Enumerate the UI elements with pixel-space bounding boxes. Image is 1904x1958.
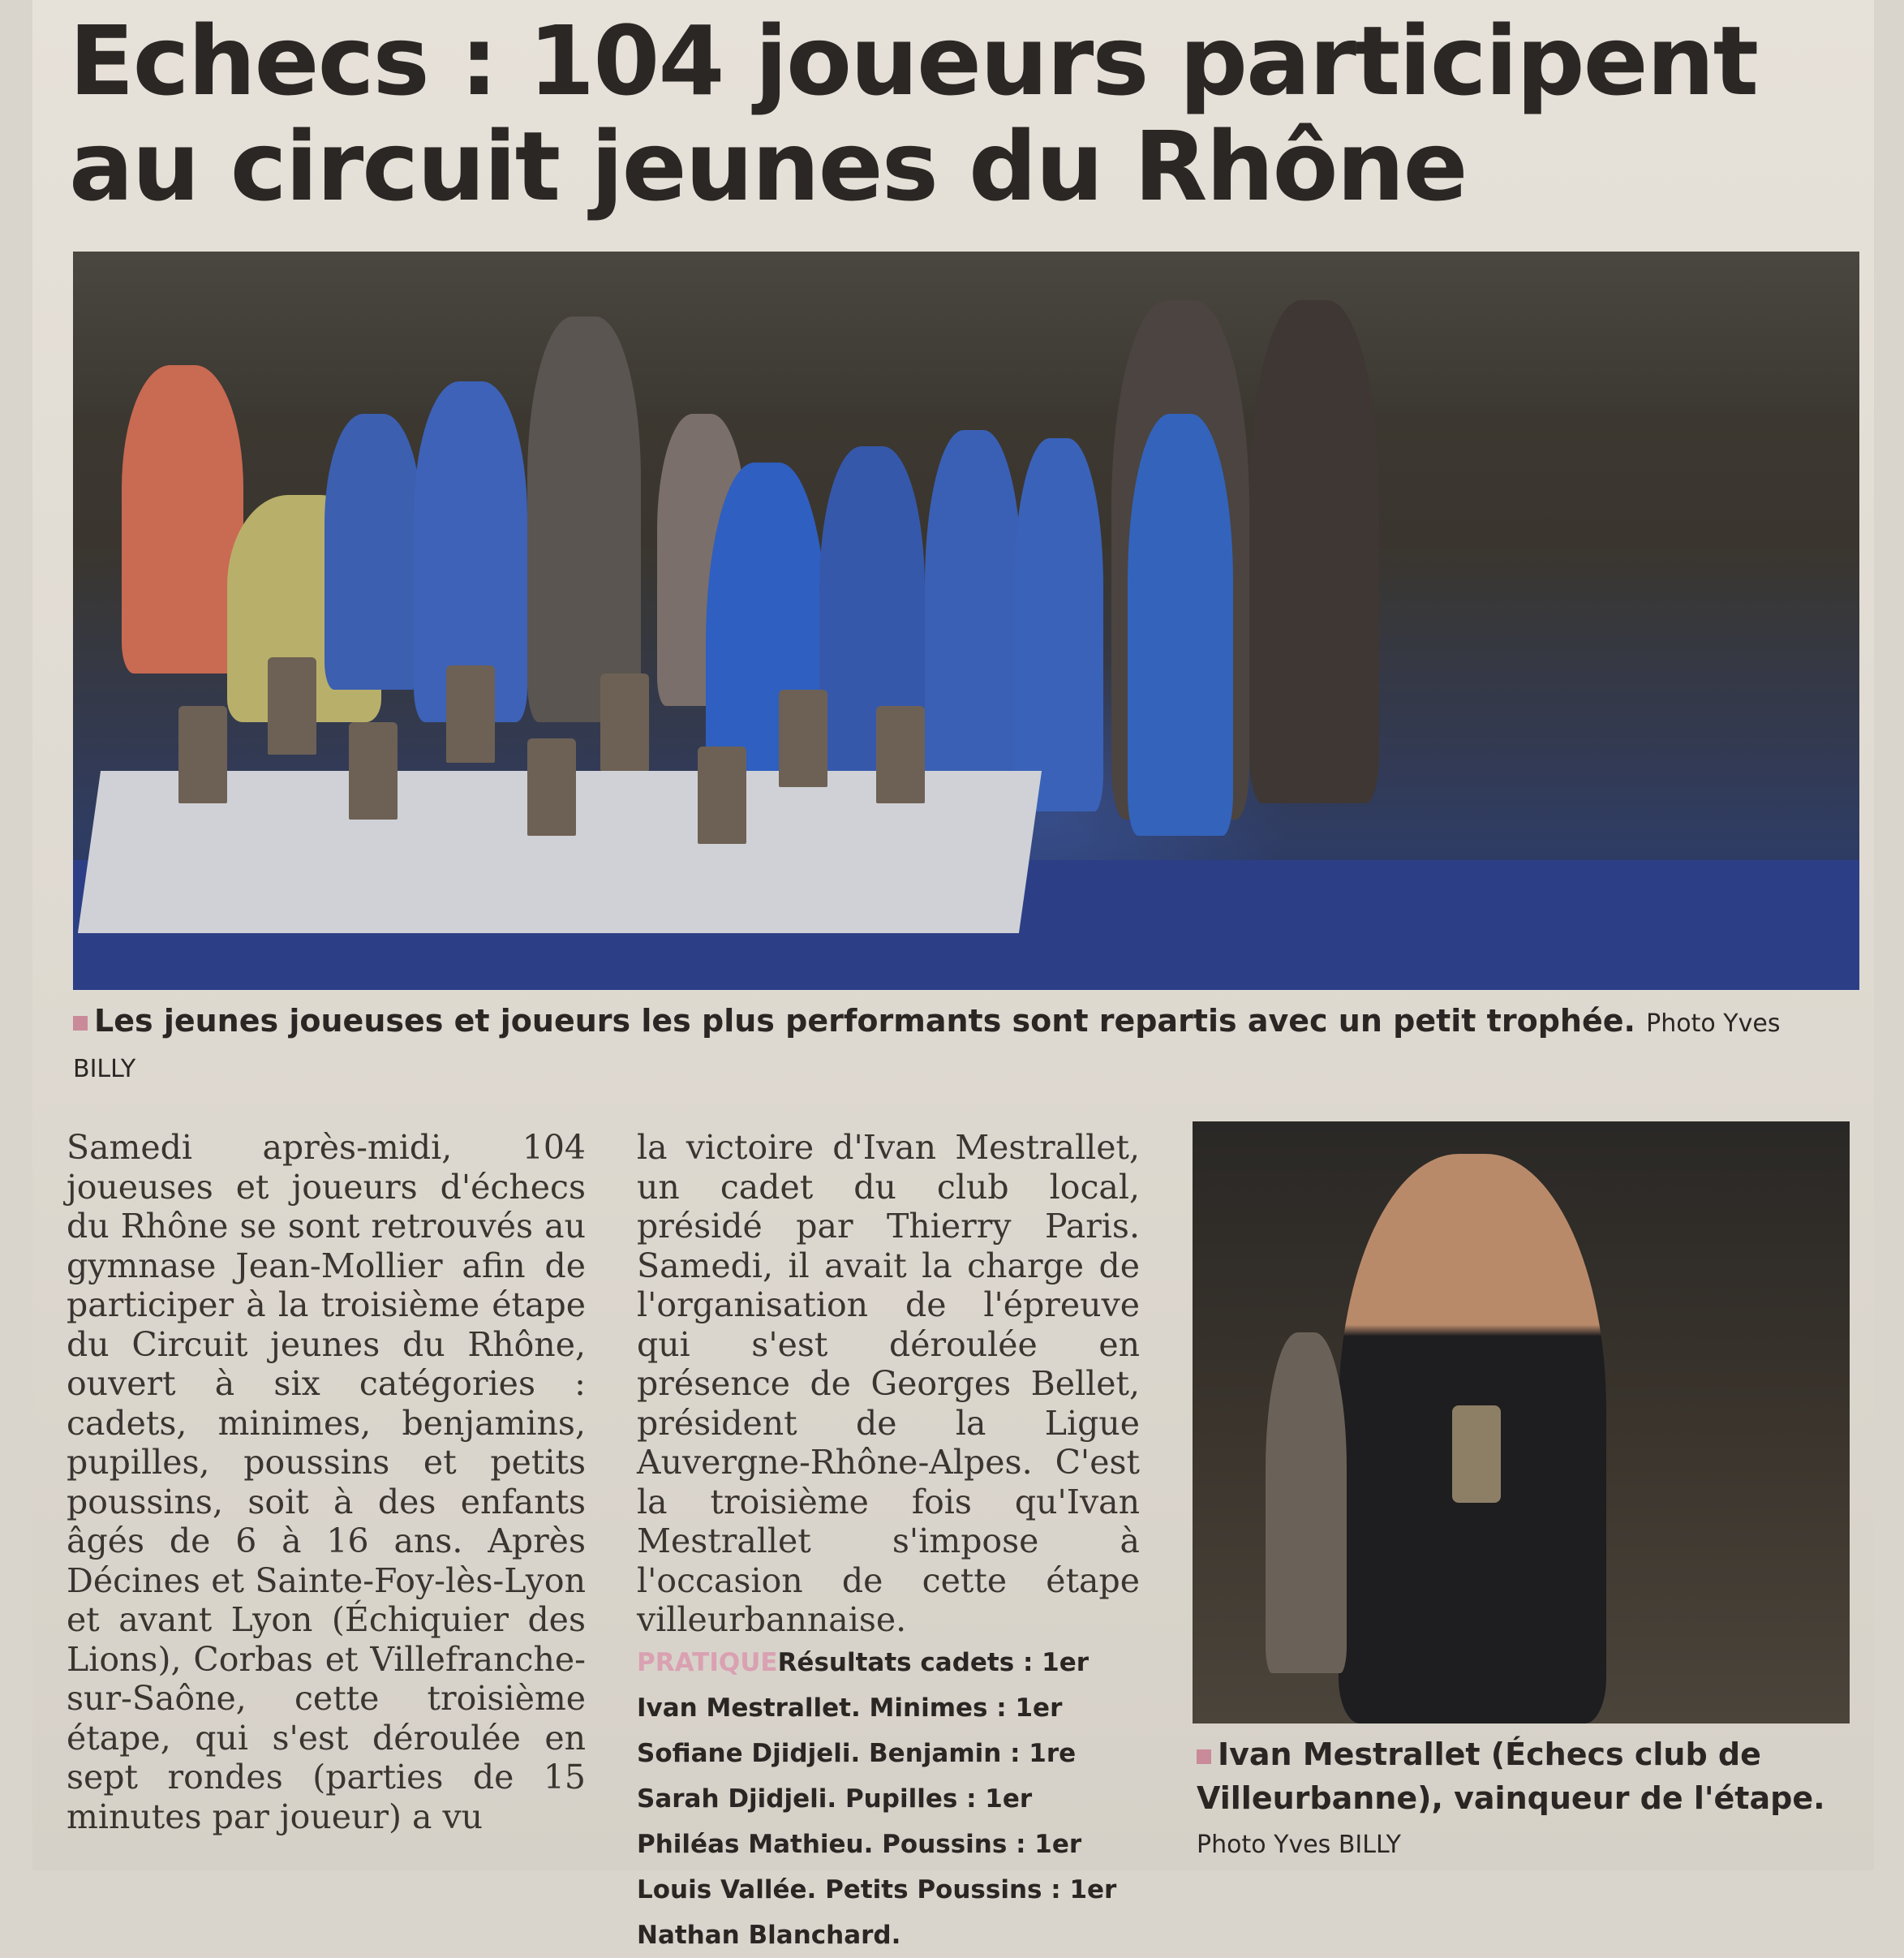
- article-column-2: [637, 1128, 1140, 1958]
- main-caption-text: Les jeunes joueuses et joueurs les plus performants sont repartis avec un petit trophée.: [94, 1003, 1635, 1039]
- trophy: [527, 738, 576, 836]
- article-paragraph: Samedi après-midi, 104 joueuses et joueurs d'échecs du Rhône se sont retrouvés au gymnase Jean-Mollier afin de participer à la troisième étape du Circuit jeunes du Rhône, ouvert à six catégories : cadets, minimes, benjamins, pupilles, poussins et petits poussins, soit à des enfants âgés de 6 à 16 ans. Après Décines et Sainte-Foy-lès-Lyon et avant Lyon (Échiquier des Lions), Corbas et Villefranche-sur-Saône, cette troisième étape, qui s'est déroulée en sept rondes (parties de 15 minutes par joueur) a vu: [67, 1128, 586, 1836]
- caption-bullet-icon: [1197, 1749, 1211, 1764]
- pratique-box: [637, 1640, 1140, 1958]
- adult-figure: [527, 316, 641, 722]
- article-paragraph: la victoire d'Ivan Mestrallet, un cadet du club local, présidé par Thierry Paris. Samedi, il avait la charge de l'organisation de l'épreuve qui s'est déroulée en présence de Georges Bellet, président de la Ligue Auvergne-Rhône-Alpes. C'est la troisième fois qu'Ivan Mestrallet s'impose à l'occasion de cette étape villeurbannaise.: [637, 1128, 1140, 1639]
- trophy: [779, 690, 827, 787]
- child-figure: [324, 414, 422, 690]
- pratique-tag: PRATIQUE: [637, 1647, 778, 1677]
- trophy: [698, 747, 746, 844]
- side-photo-caption: [1197, 1732, 1846, 1867]
- trophy: [446, 665, 495, 763]
- main-photo-trophy-ceremony: [73, 252, 1859, 990]
- headline-line-2: au circuit jeunes du Rhône: [69, 110, 1467, 222]
- gym-wall: [73, 252, 1859, 414]
- adult-figure: [1249, 300, 1379, 803]
- trophy: [600, 673, 649, 771]
- headline-line-1: Echecs : 104 joueurs participent: [69, 5, 1758, 117]
- trophy: [178, 706, 227, 803]
- side-photo-credit: Photo Yves BILLY: [1197, 1831, 1402, 1859]
- side-photo-winner: [1193, 1121, 1850, 1723]
- child-figure: [1128, 414, 1233, 836]
- background-person-figure: [1266, 1332, 1347, 1673]
- side-caption-text: Ivan Mestrallet (Échecs club de Villeurbanne), vainqueur de l'étape.: [1197, 1736, 1825, 1816]
- main-photo-caption: [73, 1000, 1825, 1091]
- trophy: [349, 722, 398, 820]
- main-photo-credit: Photo Yves BILLY: [73, 1009, 1781, 1083]
- trophy: [268, 657, 316, 755]
- trophy: [1452, 1405, 1501, 1503]
- caption-bullet-icon: [73, 1016, 88, 1031]
- headline: [69, 5, 1854, 222]
- child-figure: [1014, 438, 1103, 811]
- article-column-1: [67, 1128, 586, 1836]
- child-figure: [122, 365, 243, 673]
- trophy: [876, 706, 925, 803]
- pratique-results: Résultats cadets : 1er Ivan Mestrallet. Minimes : 1er Sofiane Djidjeli. Benjamin : 1re Sarah Djidjeli. Pupilles : 1er Philéas Mathieu. Poussins : 1er Louis Vallée. Petits Poussins : 1er Nathan Blanchard.: [637, 1647, 1117, 1950]
- child-figure: [925, 430, 1022, 820]
